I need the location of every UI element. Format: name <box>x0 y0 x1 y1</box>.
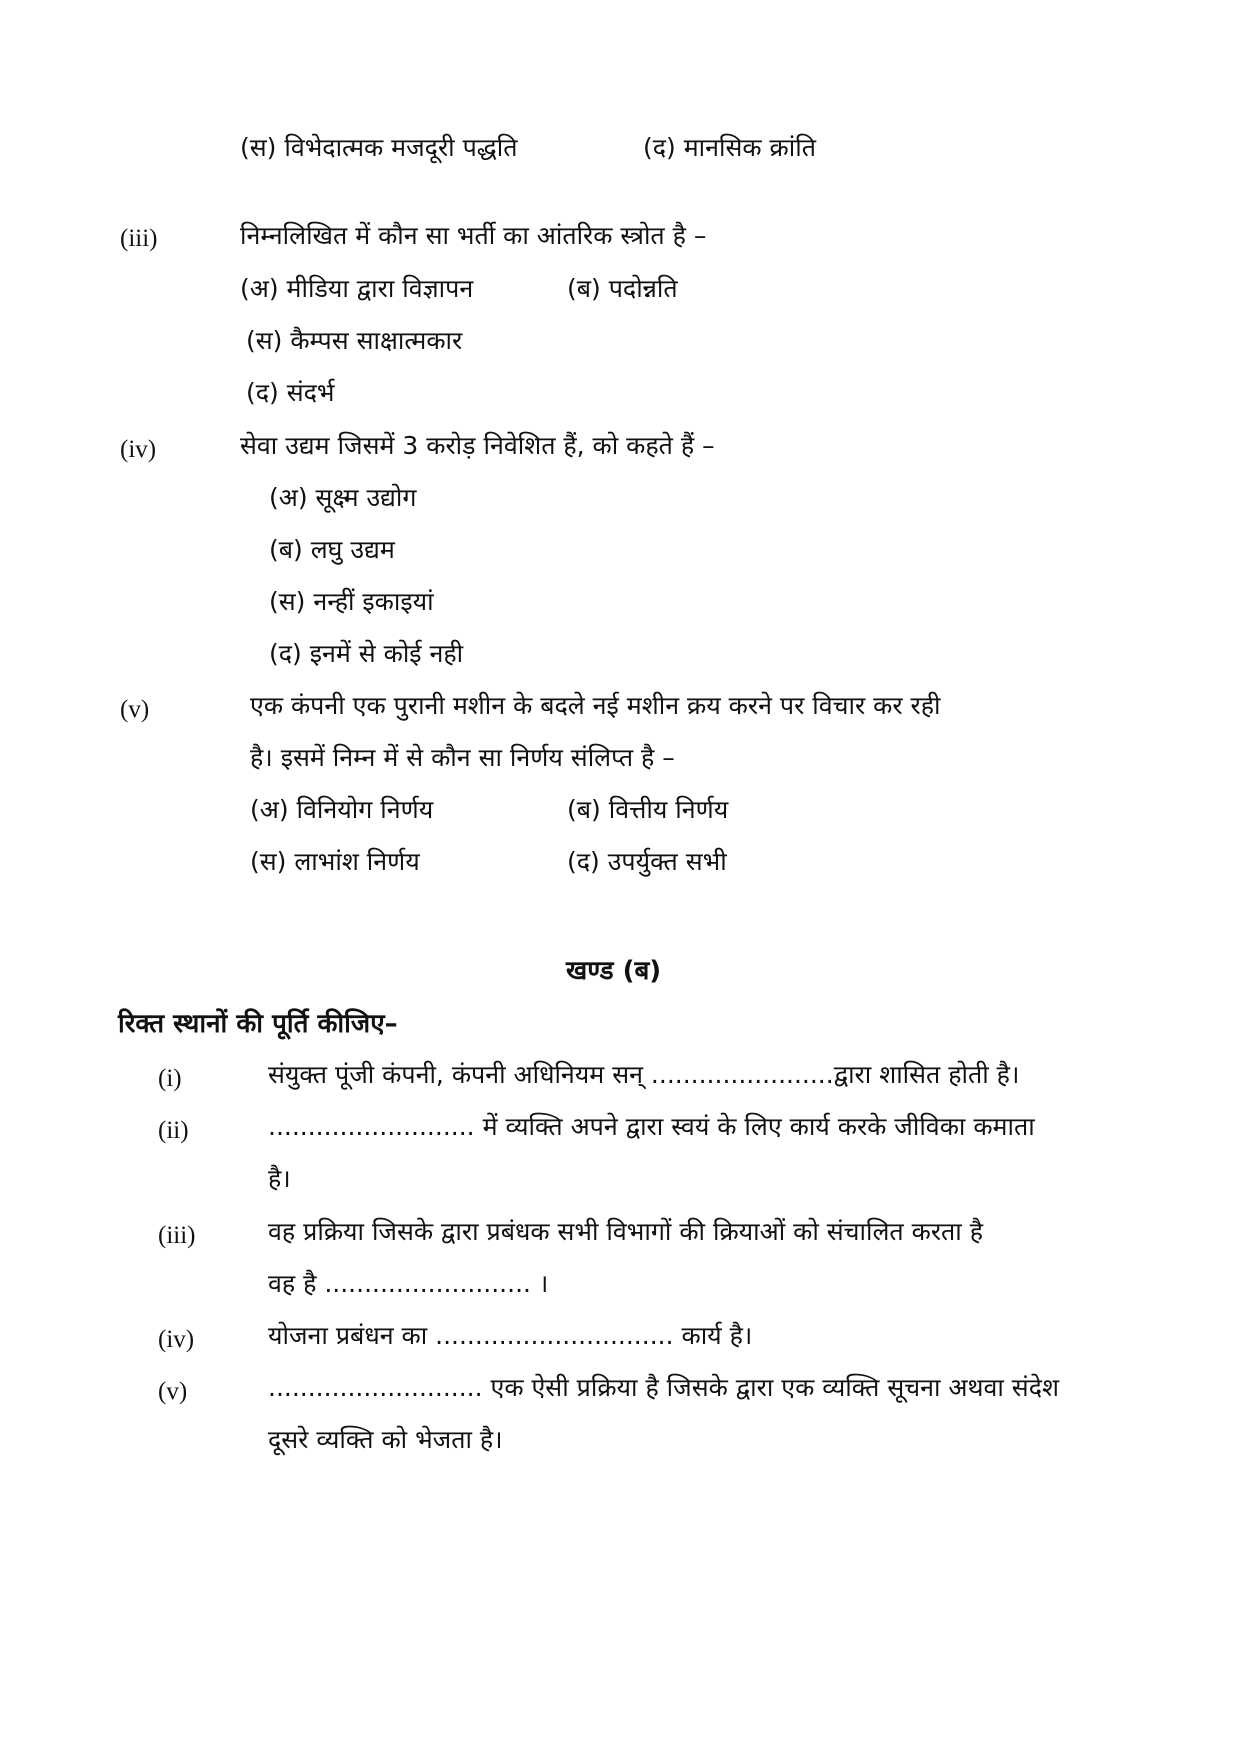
q3-option-d: (द) संदर्भ <box>246 378 335 407</box>
fill-blank-2-text-line2: है। <box>268 1164 291 1193</box>
q3-number: (iii) <box>120 225 158 252</box>
q4-text: सेवा उद्यम जिसमें 3 करोड़ निवेशित हैं, को कहते हैं – <box>240 431 715 460</box>
q5-option-a: (अ) विनियोग निर्णय <box>250 795 434 824</box>
fill-blank-2-number: (ii) <box>158 1117 189 1144</box>
q4-option-b: (ब) लघु उद्यम <box>269 535 395 564</box>
q5-option-b: (ब) वित्तीय निर्णय <box>567 795 729 824</box>
fill-blank-5-text-line1: ........................... एक ऐसी प्रक्रिया है जिसके द्वारा एक व्यक्ति सूचना अथवा संदेश <box>268 1373 1059 1402</box>
fill-blank-4-number: (iv) <box>158 1326 195 1353</box>
q2-option-d: (द) मानसिक क्रांति <box>643 133 816 162</box>
q4-option-a: (अ) सूक्ष्म उद्योग <box>269 483 417 512</box>
fill-blank-1-number: (i) <box>158 1065 182 1092</box>
q4-number: (iv) <box>120 436 157 463</box>
q3-text: निम्नलिखित में कौन सा भर्ती का आंतरिक स्त्रोत है – <box>240 221 707 250</box>
fill-blank-5-text-line2: दूसरे व्यक्ति को भेजता है। <box>268 1425 503 1454</box>
q5-number: (v) <box>120 696 150 723</box>
q4-option-c: (स) नन्हीं इकाइयां <box>269 587 434 616</box>
q3-option-a: (अ) मीडिया द्वारा विज्ञापन <box>240 274 474 303</box>
fill-blank-2-text-line1: .......................... में व्यक्ति अपने द्वारा स्वयं के लिए कार्य करके जीविका कमाता <box>268 1112 1035 1141</box>
q5-text-line1: एक कंपनी एक पुरानी मशीन के बदले नई मशीन क्रय करने पर विचार कर रही <box>250 691 941 720</box>
section-b-title: खण्ड (ब) <box>566 956 662 986</box>
q5-text-line2: है। इसमें निम्न में से कौन सा निर्णय संलिप्त है – <box>250 743 675 772</box>
q2-option-c: (स) विभेदात्मक मजदूरी पद्धति <box>240 133 518 162</box>
fill-blank-1-text: संयुक्त पूंजी कंपनी, कंपनी अधिनियम सन् .......................द्वारा शासित होती है। <box>268 1060 1020 1089</box>
fill-blank-5-number: (v) <box>158 1378 188 1405</box>
fill-blank-3-text-line1: वह प्रक्रिया जिसके द्वारा प्रबंधक सभी विभागों की क्रियाओं को संचालित करता है <box>268 1217 983 1246</box>
fill-blank-4-text: योजना प्रबंधन का .............................. कार्य है। <box>268 1321 753 1350</box>
q3-option-c: (स) कैम्पस साक्षात्मकार <box>246 326 463 355</box>
fill-blank-3-text-line2: वह है .......................... । <box>268 1269 549 1298</box>
q4-option-d: (द) इनमें से कोई नही <box>269 639 464 668</box>
section-b-instruction: रिक्त स्थानों की पूर्ति कीजिए– <box>118 1009 398 1039</box>
q5-option-c: (स) लाभांश निर्णय <box>250 847 420 876</box>
q5-option-d: (द) उपर्युक्त सभी <box>567 847 727 876</box>
fill-blank-3-number: (iii) <box>158 1222 196 1249</box>
q3-option-b: (ब) पदोन्नति <box>567 274 678 303</box>
